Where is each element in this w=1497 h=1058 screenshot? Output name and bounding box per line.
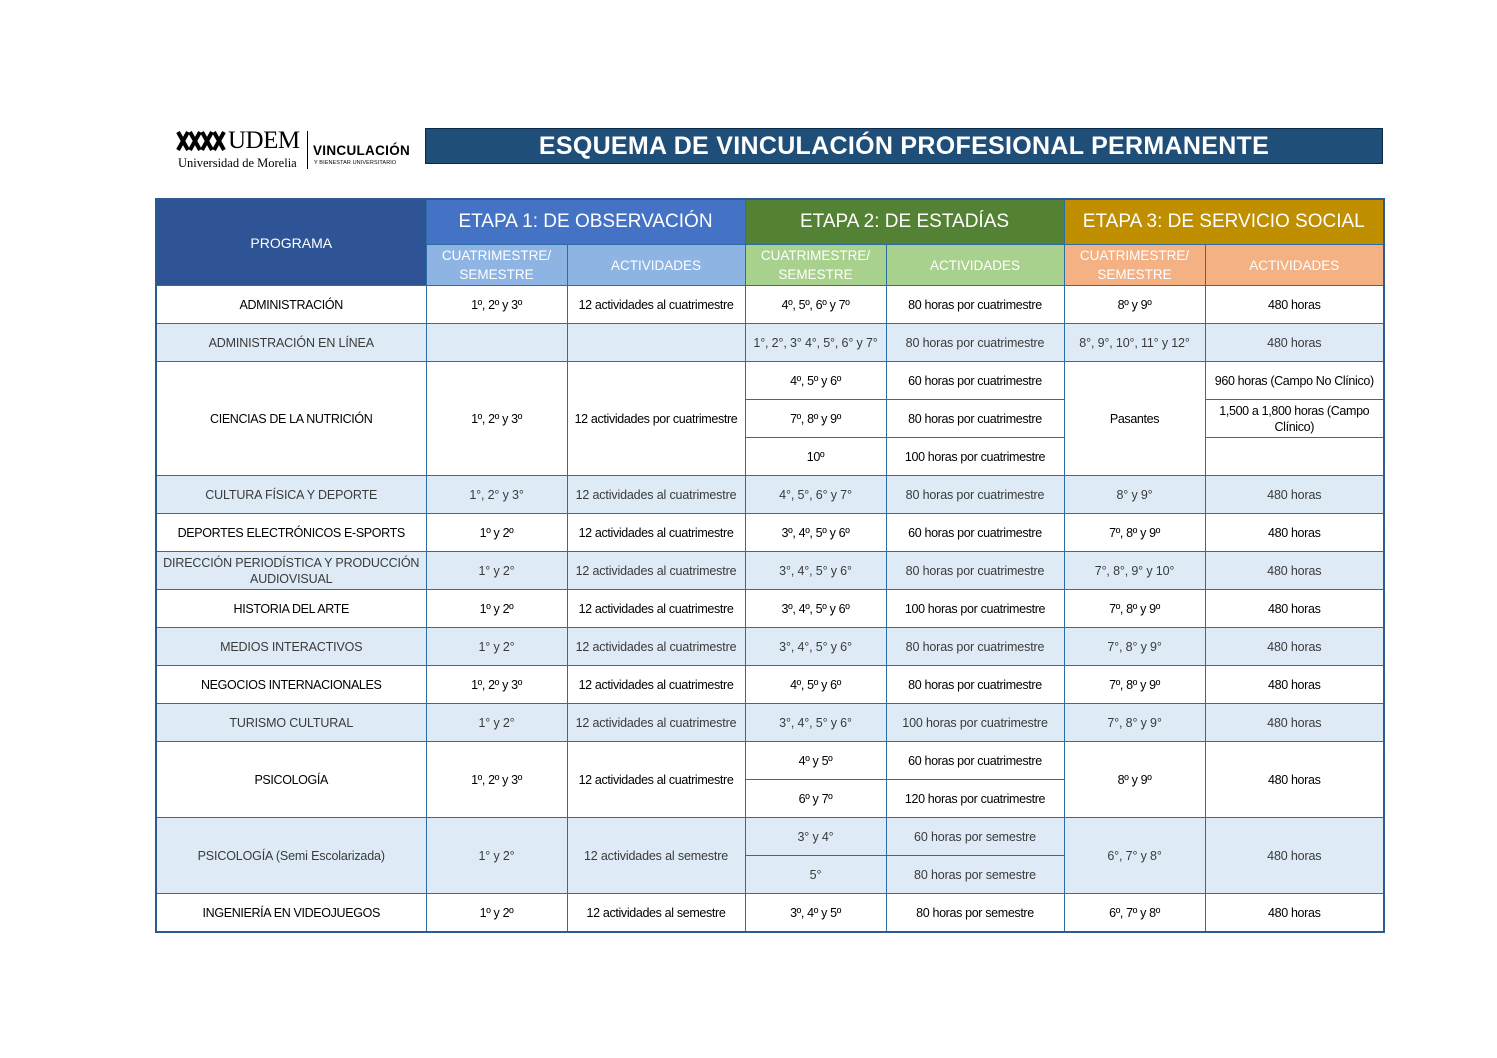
cell-e3-actividades: 480 horas	[1205, 324, 1384, 362]
cell-programa: ADMINISTRACIÓN	[156, 286, 426, 324]
cell-e1-periodo: 1º, 2º y 3º	[426, 286, 567, 324]
header-etapa-3: ETAPA 3: DE SERVICIO SOCIAL	[1064, 199, 1384, 245]
table-row	[156, 362, 1384, 400]
cell-e2-actividades: 80 horas por cuatrimestre	[886, 286, 1064, 324]
cell-e3-periodo: 7º, 8º y 9º	[1064, 590, 1205, 628]
cell-e2-actividades: 60 horas por semestre	[886, 818, 1064, 856]
cell-e2-periodo: 3º, 4º, 5º y 6º	[745, 590, 886, 628]
cell-e1-actividades: 12 actividades al cuatrimestre	[567, 628, 745, 666]
cell-e3-actividades: 480 horas	[1205, 476, 1384, 514]
table-row	[156, 286, 1384, 324]
cell-e2-actividades: 80 horas por cuatrimestre	[886, 666, 1064, 704]
cell-programa: DEPORTES ELECTRÓNICOS E-SPORTS	[156, 514, 426, 552]
header-programa: PROGRAMA	[156, 199, 426, 286]
table-row	[156, 476, 1384, 514]
cell-e1-periodo: 1º y 2º	[426, 514, 567, 552]
cell-e2-actividades: 80 horas por cuatrimestre	[886, 628, 1064, 666]
cell-e3-actividades: 960 horas (Campo No Clínico)	[1205, 362, 1384, 400]
cell-e1-actividades: 12 actividades al cuatrimestre	[567, 286, 745, 324]
cell-e2-periodo: 6º y 7º	[745, 780, 886, 818]
table-row	[156, 324, 1384, 362]
cell-e2-actividades: 80 horas por cuatrimestre	[886, 552, 1064, 590]
cell-e2-actividades: 100 horas por cuatrimestre	[886, 590, 1064, 628]
cell-e1-periodo: 1° y 2°	[426, 628, 567, 666]
cell-e1-actividades: 12 actividades al cuatrimestre	[567, 704, 745, 742]
cell-e2-actividades: 60 horas por cuatrimestre	[886, 514, 1064, 552]
cell-e2-periodo: 4º y 5º	[745, 742, 886, 780]
cell-e1-actividades: 12 actividades al cuatrimestre	[567, 742, 745, 818]
cell-e2-periodo: 4º, 5º, 6º y 7º	[745, 286, 886, 324]
cell-programa: CULTURA FÍSICA Y DEPORTE	[156, 476, 426, 514]
table-row	[156, 552, 1384, 590]
cell-e1-periodo: 1º, 2º y 3º	[426, 362, 567, 476]
cell-e1-actividades: 12 actividades al cuatrimestre	[567, 476, 745, 514]
cell-e1-periodo: 1º, 2º y 3º	[426, 742, 567, 818]
cell-e2-periodo: 3º, 4º y 5º	[745, 894, 886, 933]
table-row	[156, 666, 1384, 704]
cell-e3-actividades: 480 horas	[1205, 628, 1384, 666]
cell-programa: ADMINISTRACIÓN EN LÍNEA	[156, 324, 426, 362]
logo-department: VINCULACIÓN	[313, 143, 411, 158]
cell-e1-periodo: 1° y 2°	[426, 704, 567, 742]
cell-e2-actividades: 100 horas por cuatrimestre	[886, 438, 1064, 476]
cell-e2-periodo: 7º, 8º y 9º	[745, 400, 886, 438]
cell-e3-actividades: 480 horas	[1205, 894, 1384, 933]
table-row	[156, 742, 1384, 780]
header-e3-periodo: CUATRIMESTRE/ SEMESTRE	[1064, 245, 1205, 286]
cell-programa: HISTORIA DEL ARTE	[156, 590, 426, 628]
table-row	[156, 628, 1384, 666]
cell-programa: PSICOLOGÍA	[156, 742, 426, 818]
cell-e2-periodo: 3° y 4°	[745, 818, 886, 856]
cell-e2-actividades: 80 horas por semestre	[886, 894, 1064, 933]
cell-e1-actividades: 12 actividades al cuatrimestre	[567, 590, 745, 628]
cell-e1-actividades: 12 actividades al cuatrimestre	[567, 552, 745, 590]
cell-e1-actividades: 12 actividades al semestre	[567, 894, 745, 933]
cell-programa: TURISMO CULTURAL	[156, 704, 426, 742]
cell-e3-actividades: 480 horas	[1205, 666, 1384, 704]
logo-divider	[307, 131, 308, 169]
cell-e2-actividades: 80 horas por semestre	[886, 856, 1064, 894]
cell-programa: INGENIERÍA EN VIDEOJUEGOS	[156, 894, 426, 933]
cell-e1-periodo	[426, 324, 567, 362]
cell-e3-periodo: Pasantes	[1064, 362, 1205, 476]
cell-e2-actividades: 80 horas por cuatrimestre	[886, 324, 1064, 362]
cell-e2-periodo: 1°, 2°, 3° 4°, 5°, 6° y 7°	[745, 324, 886, 362]
cell-e2-actividades: 80 horas por cuatrimestre	[886, 400, 1064, 438]
cell-e3-actividades: 480 horas	[1205, 742, 1384, 818]
cell-e3-periodo: 6°, 7° y 8°	[1064, 818, 1205, 894]
logo-brand: UDEM	[228, 127, 300, 154]
cell-e3-periodo: 8°, 9°, 10°, 11° y 12°	[1064, 324, 1205, 362]
header-e2-periodo: CUATRIMESTRE/ SEMESTRE	[745, 245, 886, 286]
header-etapa-2: ETAPA 2: DE ESTADÍAS	[745, 199, 1064, 245]
cell-e3-actividades: 480 horas	[1205, 514, 1384, 552]
cell-e2-actividades: 120 horas por cuatrimestre	[886, 780, 1064, 818]
cell-e2-actividades: 60 horas por cuatrimestre	[886, 742, 1064, 780]
cell-e3-periodo: 6º, 7º y 8º	[1064, 894, 1205, 933]
vinculacion-table	[155, 198, 1385, 933]
cell-e1-periodo: 1° y 2°	[426, 818, 567, 894]
header-etapa-1: ETAPA 1: DE OBSERVACIÓN	[426, 199, 745, 245]
header-e3-actividades: ACTIVIDADES	[1205, 245, 1384, 286]
page-title: ESQUEMA DE VINCULACIÓN PROFESIONAL PERMANENTE	[425, 128, 1383, 164]
cell-programa: MEDIOS INTERACTIVOS	[156, 628, 426, 666]
cell-e1-actividades: 12 actividades al cuatrimestre	[567, 666, 745, 704]
cell-e2-actividades: 100 horas por cuatrimestre	[886, 704, 1064, 742]
cell-e3-actividades: 480 horas	[1205, 590, 1384, 628]
cell-e2-actividades: 60 horas por cuatrimestre	[886, 362, 1064, 400]
cell-e3-periodo: 7°, 8° y 9°	[1064, 704, 1205, 742]
cell-e2-periodo: 3°, 4°, 5° y 6°	[745, 552, 886, 590]
cell-programa: PSICOLOGÍA (Semi Escolarizada)	[156, 818, 426, 894]
cell-e1-periodo: 1° y 2°	[426, 552, 567, 590]
cell-e2-periodo: 10º	[745, 438, 886, 476]
cell-e3-actividades: 480 horas	[1205, 818, 1384, 894]
cell-e1-periodo: 1°, 2° y 3°	[426, 476, 567, 514]
cell-e3-actividades: 480 horas	[1205, 286, 1384, 324]
cell-programa: NEGOCIOS INTERNACIONALES	[156, 666, 426, 704]
cell-e2-periodo: 4º, 5º y 6º	[745, 362, 886, 400]
cell-e1-actividades: 12 actividades al semestre	[567, 818, 745, 894]
cell-programa: CIENCIAS DE LA NUTRICIÓN	[156, 362, 426, 476]
cell-e3-periodo: 8° y 9°	[1064, 476, 1205, 514]
cell-e2-periodo: 4°, 5°, 6° y 7°	[745, 476, 886, 514]
cell-e1-actividades	[567, 324, 745, 362]
logo-university: Universidad de Morelia	[178, 156, 297, 170]
table-row	[156, 514, 1384, 552]
cell-e3-actividades: 480 horas	[1205, 552, 1384, 590]
cell-e1-periodo: 1º y 2º	[426, 894, 567, 933]
cell-e3-periodo: 7º, 8º y 9º	[1064, 666, 1205, 704]
header-e1-periodo: CUATRIMESTRE/ SEMESTRE	[426, 245, 567, 286]
cell-e1-actividades: 12 actividades al cuatrimestre	[567, 514, 745, 552]
cell-e3-periodo: 7°, 8° y 9°	[1064, 628, 1205, 666]
table-row	[156, 590, 1384, 628]
cell-e2-periodo: 3º, 4º, 5º y 6º	[745, 514, 886, 552]
table-row	[156, 704, 1384, 742]
cell-e1-periodo: 1º, 2º y 3º	[426, 666, 567, 704]
cell-e2-periodo: 5°	[745, 856, 886, 894]
cell-e3-actividades: 1,500 a 1,800 horas (Campo Clínico)	[1205, 400, 1384, 438]
cell-e3-periodo: 7°, 8°, 9° y 10°	[1064, 552, 1205, 590]
udem-emblem-icon	[176, 130, 226, 152]
cell-e3-periodo: 7º, 8º y 9º	[1064, 514, 1205, 552]
cell-e1-actividades: 12 actividades por cuatrimestre	[567, 362, 745, 476]
cell-e2-periodo: 4º, 5º y 6º	[745, 666, 886, 704]
cell-e2-periodo: 3°, 4°, 5° y 6°	[745, 704, 886, 742]
cell-e3-periodo: 8º y 9º	[1064, 286, 1205, 324]
cell-e2-periodo: 3°, 4°, 5° y 6°	[745, 628, 886, 666]
cell-e2-actividades: 80 horas por cuatrimestre	[886, 476, 1064, 514]
logo-subdepartment: Y BIENESTAR UNIVERSITARIO	[314, 160, 397, 166]
table-row	[156, 894, 1384, 933]
cell-e3-actividades: 480 horas	[1205, 704, 1384, 742]
cell-programa: DIRECCIÓN PERIODÍSTICA Y PRODUCCIÓN AUDIOVISUAL	[156, 552, 426, 590]
udem-logo	[176, 128, 410, 170]
table-row	[156, 818, 1384, 856]
header-e1-actividades: ACTIVIDADES	[567, 245, 745, 286]
cell-e3-actividades	[1205, 438, 1384, 476]
cell-e1-periodo: 1º y 2º	[426, 590, 567, 628]
header-e2-actividades: ACTIVIDADES	[886, 245, 1064, 286]
cell-e3-periodo: 8º y 9º	[1064, 742, 1205, 818]
